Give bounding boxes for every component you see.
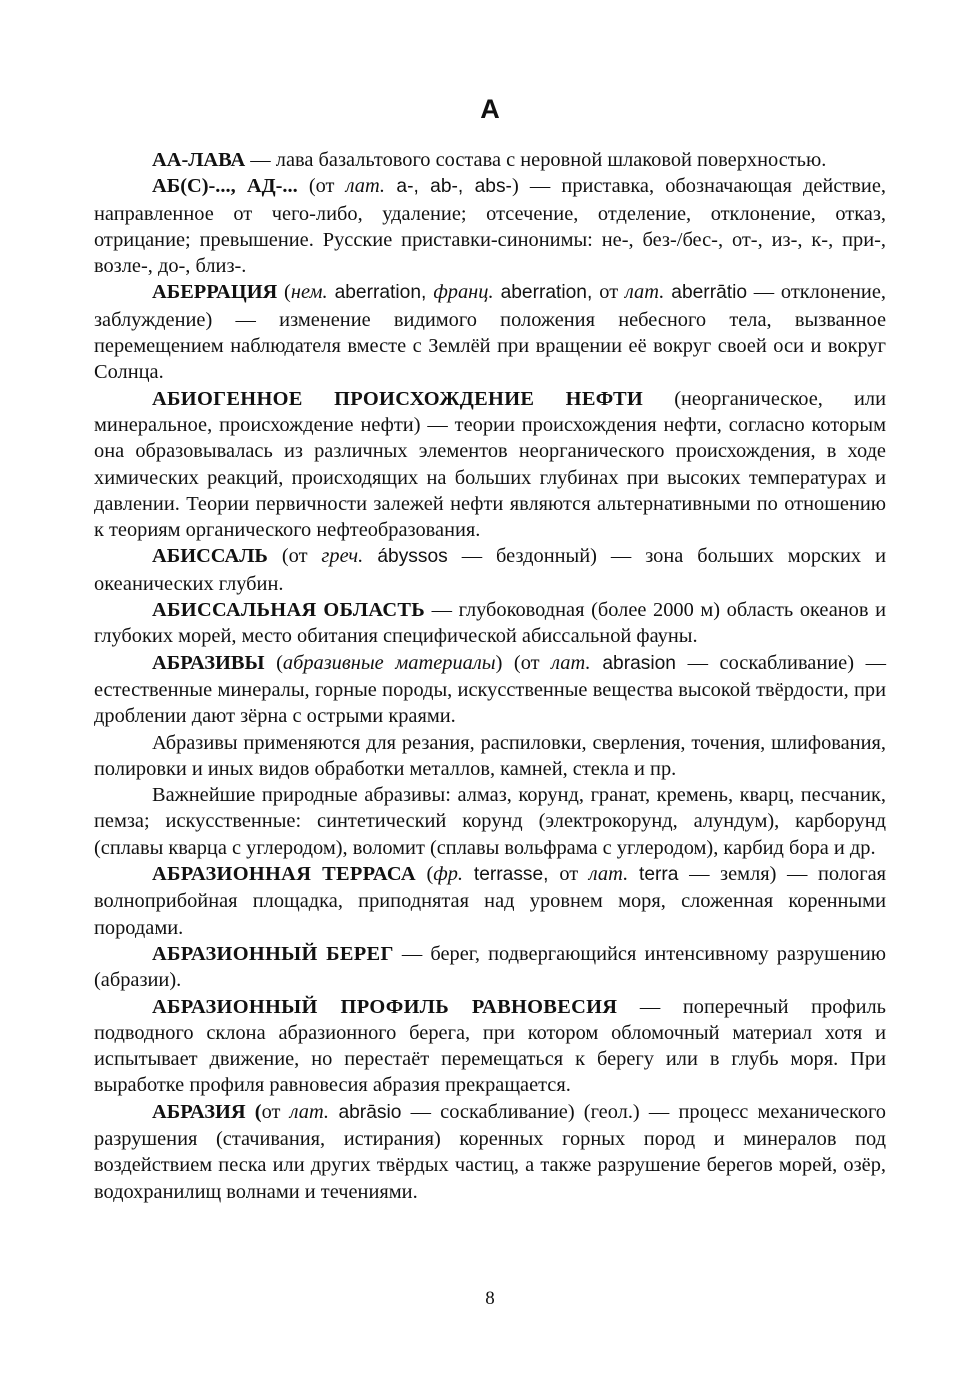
entry-abrazionnaya-terrasa: [94, 861, 886, 941]
entry-foreign-word: ábyssos: [363, 546, 448, 568]
entry-ab-ad: [94, 173, 886, 279]
entry-foreign-word: aberration,: [493, 282, 600, 304]
entry-abissalnaya-oblast: [94, 597, 886, 650]
entry-definition: — отклонение, заблуждение) — изменение видимого положения небесного тела, вызванное перемещением наблюдателя вместе с Землёй при вращении её вокруг своей оси и вокруг Солнца.: [94, 281, 886, 384]
entry-abraziya: [94, 1099, 886, 1205]
entry-language-abbrev: франц.: [433, 281, 494, 304]
entry-definition: ) — приставка, обозначающая действие, направленное от чего-либо, удаление; отсечение, отделение, отклонение, отказ, отрицание; превышение. Русские приставки-синонимы: не-, без-/бес-, от-, из-, к-, при-, возле-, до-, близ-.: [94, 175, 886, 278]
entry-text: от: [559, 863, 589, 886]
entry-definition: — глубоководная (более 2000 м) область океанов и глубоких морей, место обитания специфической абиссальной фауны.: [94, 599, 886, 648]
entry-term: АБРАЗИВЫ: [152, 651, 265, 674]
entry-text: от: [261, 1100, 290, 1123]
entry-foreign-word: aberration,: [327, 282, 434, 304]
entry-aa-lava: [94, 147, 886, 173]
entry-term: АБИССАЛЬ: [152, 545, 268, 568]
entry-term: АБРАЗИОННЫЙ ПРОФИЛЬ РАВНОВЕСИЯ: [152, 995, 618, 1018]
letter-heading: А: [480, 94, 500, 124]
entries-list: [94, 147, 886, 1205]
entry-term: АБРАЗИЯ (: [152, 1100, 262, 1123]
entry-definition: — бездонный) — зона больших морских и океанических глубин.: [94, 545, 886, 595]
entry-language-abbrev: фр.: [433, 863, 464, 886]
entry-definition: — поперечный профиль подводного склона абразионного берега, при котором обломочный материал хотя и испытывает движение, но перестаёт перемещаться к берегу или в глубь моря. При выработке профиля равновесия абразия прекращается.: [94, 995, 886, 1097]
entry-foreign-word: terra: [628, 864, 679, 886]
entry-language-abbrev: лат.: [345, 175, 386, 198]
entry-definition: — соскабливание) (геол.) — процесс механического разрушения (стачивания, истирания) коренных горных пород и минералов под воздействием песка или других твёрдых частиц, а также разрушение берегов морей, озёр, водохранилищ волнами и течениями.: [94, 1100, 886, 1203]
entry-definition: — лава базальтового состава с неровной шлаковой поверхностью.: [245, 149, 827, 171]
entry-text: (: [415, 863, 434, 886]
entry-foreign-word: abrāsio: [329, 1101, 402, 1123]
entry-language-abbrev: лат.: [289, 1100, 330, 1123]
entry-language-abbrev: лат.: [624, 281, 665, 304]
entry-definition: (неорганическое, или минеральное, происхождение нефти) — теории происхождения нефти, согласно которым она образовывалась из различных элементов неорганического происхождения, в ходе химических реакций, происходящих на больших глубинах при высоких температурах и давлении. Теории первичности залежей нефти являются альтернативными по отношению к теориям органического нефтеобразования.: [94, 387, 887, 542]
entry-foreign-word: abrasion: [590, 652, 676, 674]
entry-definition: — берег, подвергающийся интенсивному разрушению (абразии).: [94, 942, 886, 992]
entry-language-abbrev: лат.: [588, 863, 629, 886]
entry-foreign-word: aberrātio: [664, 282, 748, 304]
entry-abrazionnyi-bereg: [94, 941, 886, 994]
entry-abrazivy: [94, 650, 886, 730]
entry-foreign-word: a-, ab-, abs-: [385, 176, 512, 198]
entry-term: АБЕРРАЦИЯ: [152, 281, 278, 304]
entry-text: ) (от: [495, 651, 552, 674]
entry-term: АБ(С)-..., АД-...: [152, 175, 298, 198]
entry-term: АБРАЗИОННАЯ ТЕРРАСА: [152, 863, 416, 886]
entry-italic-synonym: абразивные материалы: [282, 651, 496, 674]
entry-text: от: [599, 281, 625, 304]
page-number: 8: [485, 1288, 495, 1309]
entry-text: (от: [267, 545, 322, 568]
entry-language-abbrev: греч.: [321, 545, 364, 568]
entry-text: (: [264, 651, 283, 674]
entry-aberratsiya: [94, 279, 886, 385]
paragraph-abrazivy-usage: Абразивы применяются для резания, распиловки, сверления, точения, шлифования, полировки и иных видов обработки металлов, камней, стекла и пр.: [94, 731, 886, 780]
entry-language-abbrev: лат.: [551, 651, 591, 674]
paragraph-abrazivy-types: Важнейшие природные абразивы: алмаз, корунд, гранат, кремень, кварц, песчаник, пемза; искусственные: синтетический корунд (электрокорунд, алундум), карборунд (сплавы кварца с углеродом), воломит (сплавы вольфрама с углеродом), карбид бора и др.: [94, 784, 886, 859]
entry-foreign-word: terrasse,: [463, 864, 560, 886]
entry-abiogennoe: [94, 386, 886, 544]
entry-text: (: [277, 281, 291, 304]
entry-text: (от: [297, 175, 346, 198]
entry-abrazionnyi-profil: [94, 994, 886, 1099]
entry-definition: — соскабливание) — естественные минералы, горные породы, искусственные вещества высокой твёрдости, при дроблении дают зёрна с острыми краями.: [94, 651, 886, 728]
entry-abissal: [94, 543, 886, 597]
entry-language-abbrev: нем.: [290, 281, 328, 304]
entry-term: АБИОГЕННОЕ ПРОИСХОЖДЕНИЕ НЕФТИ: [152, 387, 644, 410]
entry-term: АА-ЛАВА: [152, 149, 246, 171]
entry-definition: — земля) — пологая волноприбойная площадка, приподнятая над уровнем моря, сложенная коренными породами.: [94, 863, 886, 939]
entry-term: АБРАЗИОННЫЙ БЕРЕГ: [152, 942, 394, 965]
entry-term: АБИССАЛЬНАЯ ОБЛАСТЬ: [152, 599, 426, 622]
